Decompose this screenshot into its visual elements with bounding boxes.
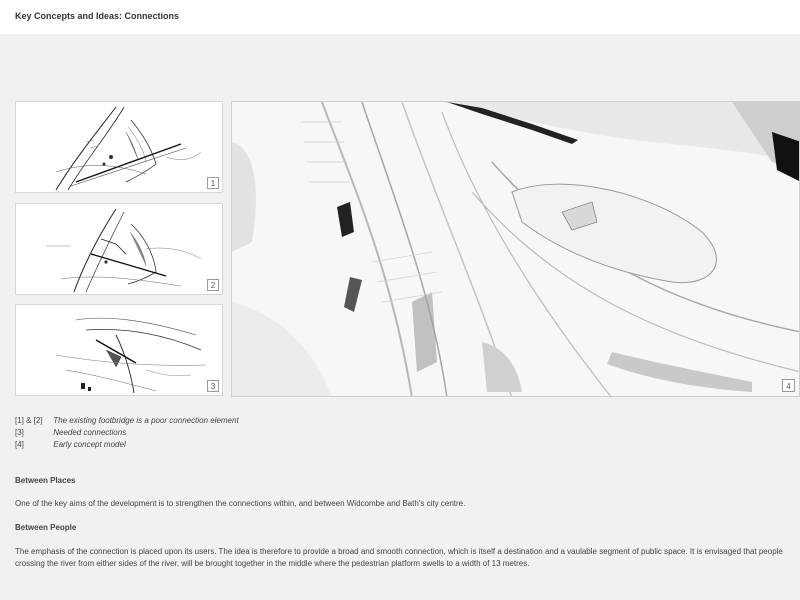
caption-text: Early concept model <box>53 440 126 449</box>
header-bar <box>0 0 800 34</box>
figure-3-site-sketch <box>15 304 223 396</box>
section-heading-between-places: Between Places <box>15 476 76 485</box>
concept-model-render <box>232 102 800 397</box>
figure-1-site-sketch <box>15 101 223 193</box>
figure-4-concept-model-photo <box>231 101 800 397</box>
caption-row <box>15 427 239 439</box>
sketch-drawing-1 <box>16 102 223 193</box>
caption-ref: [3] <box>15 428 24 437</box>
figure-4-number: 4 <box>782 379 795 392</box>
caption-row <box>15 439 239 451</box>
figure-2-site-sketch <box>15 203 223 295</box>
section-body-between-places: One of the key aims of the development is to strengthen the connections within, and between Widcombe and Bath’s city centre. <box>15 499 466 508</box>
figure-3-number: 3 <box>207 380 219 392</box>
section-heading-between-people: Between People <box>15 523 77 532</box>
sketch-drawing-2 <box>16 204 223 295</box>
caption-row <box>15 415 239 427</box>
caption-ref: [4] <box>15 440 24 449</box>
caption-text: The existing footbridge is a poor connection element <box>53 416 239 425</box>
figure-1-number: 1 <box>207 177 219 189</box>
figure-2-number: 2 <box>207 279 219 291</box>
caption-ref: [1] & [2] <box>15 416 43 425</box>
page-title: Key Concepts and Ideas: Connections <box>15 11 180 21</box>
caption-text: Needed connections <box>53 428 127 437</box>
section-body-between-people: The emphasis of the connection is placed upon its users. The idea is therefore to provide a broad and smooth connection, which is itself a destination and a vaulable segment of public space. It is envisaged that people crossing the river from either sides of the river, will be brought together in the middle where the pedestrian platform swells to a width of 13 metres. <box>15 547 783 568</box>
figure-captions <box>15 415 239 451</box>
sketch-drawing-3 <box>16 305 223 396</box>
